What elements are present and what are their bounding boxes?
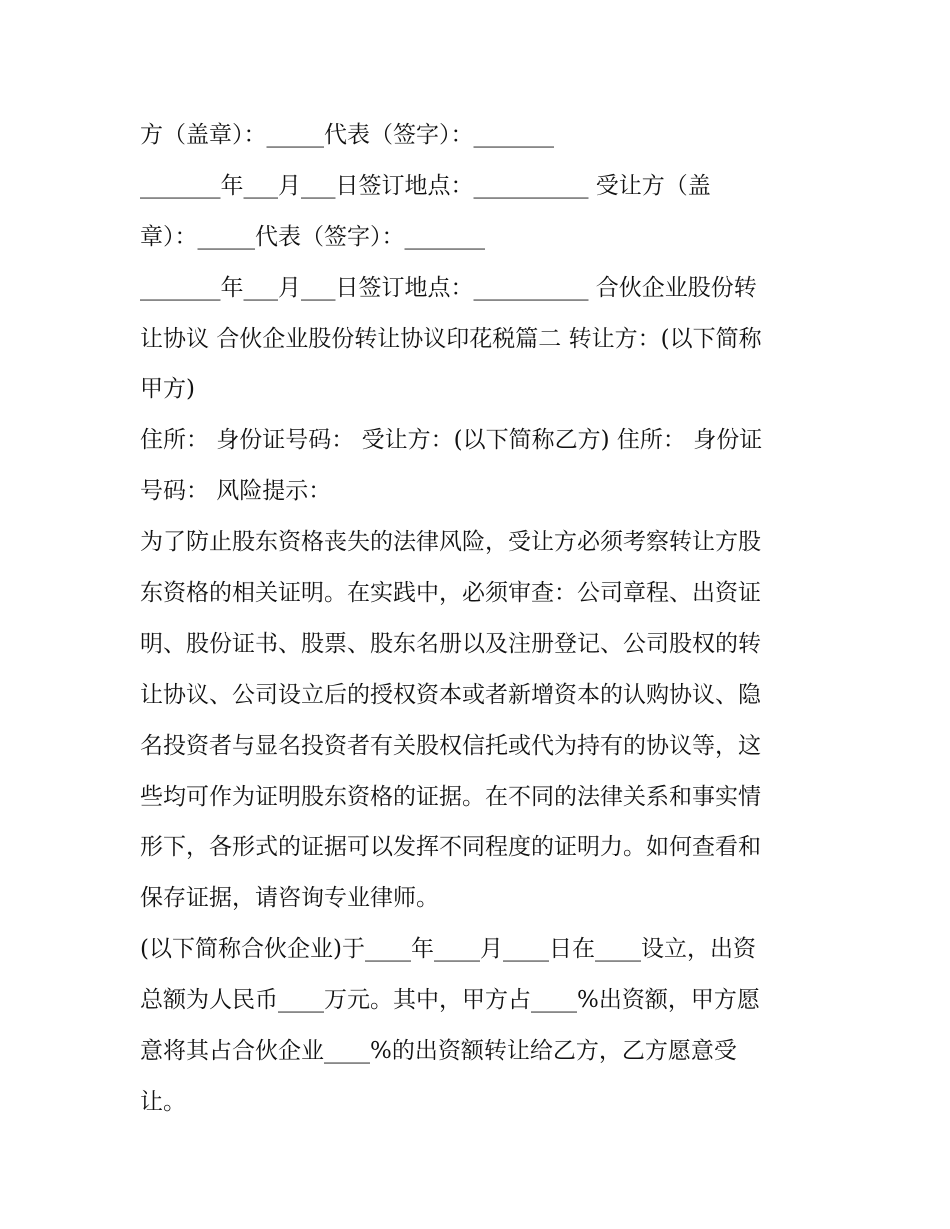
text-line: 保存证据，请咨询专业律师。 <box>140 885 439 912</box>
text-line: 名投资者与显名投资者有关股权信托或代为持有的协议等，这 <box>140 732 761 759</box>
text-line: 甲方) <box>140 376 195 403</box>
document-page <box>140 110 820 1128</box>
text-line: 方（盖章）：_____代表（签字）：_______ <box>140 122 554 148</box>
text-line: 号码： 风险提示： <box>140 478 332 505</box>
text-line: (以下简称合伙企业)于____年____月____日在____设立，出资 <box>140 936 756 963</box>
text-line: 意将其占合伙企业____%的出资额转让给乙方，乙方愿意受 <box>140 1038 737 1065</box>
text-line: 总额为人民币____万元。其中，甲方占____%出资额，甲方愿 <box>140 987 760 1014</box>
text-line: 住所： 身份证号码： 受让方：(以下简称乙方) 住所： 身份证 <box>140 427 763 454</box>
text-line: _______年___月___日签订地点：__________ 受让方（盖 <box>140 172 711 199</box>
text-line: 东资格的相关证明。在实践中，必须审查：公司章程、出资证 <box>140 580 761 607</box>
text-line: 让协议 合伙企业股份转让协议印花税篇二 转让方：(以下简称 <box>140 325 762 352</box>
text-line: 为了防止股东资格丧失的法律风险，受让方必须考察转让方股 <box>140 529 761 556</box>
text-line: 章）：_____代表（签字）：_______ <box>140 223 485 250</box>
text-line: 让协议、公司设立后的授权资本或者新增资本的认购协议、隐 <box>140 681 761 708</box>
text-line: 形下，各形式的证据可以发挥不同程度的证明力。如何查看和 <box>140 834 761 861</box>
text-line: 让。 <box>140 1088 186 1115</box>
text-line: 明、股份证书、股票、股东名册以及注册登记、公司股权的转 <box>140 630 761 657</box>
text-line: _______年___月___日签订地点：__________ 合伙企业股份转 <box>140 274 757 301</box>
text-line: 些均可作为证明股东资格的证据。在不同的法律关系和事实情 <box>140 783 761 810</box>
